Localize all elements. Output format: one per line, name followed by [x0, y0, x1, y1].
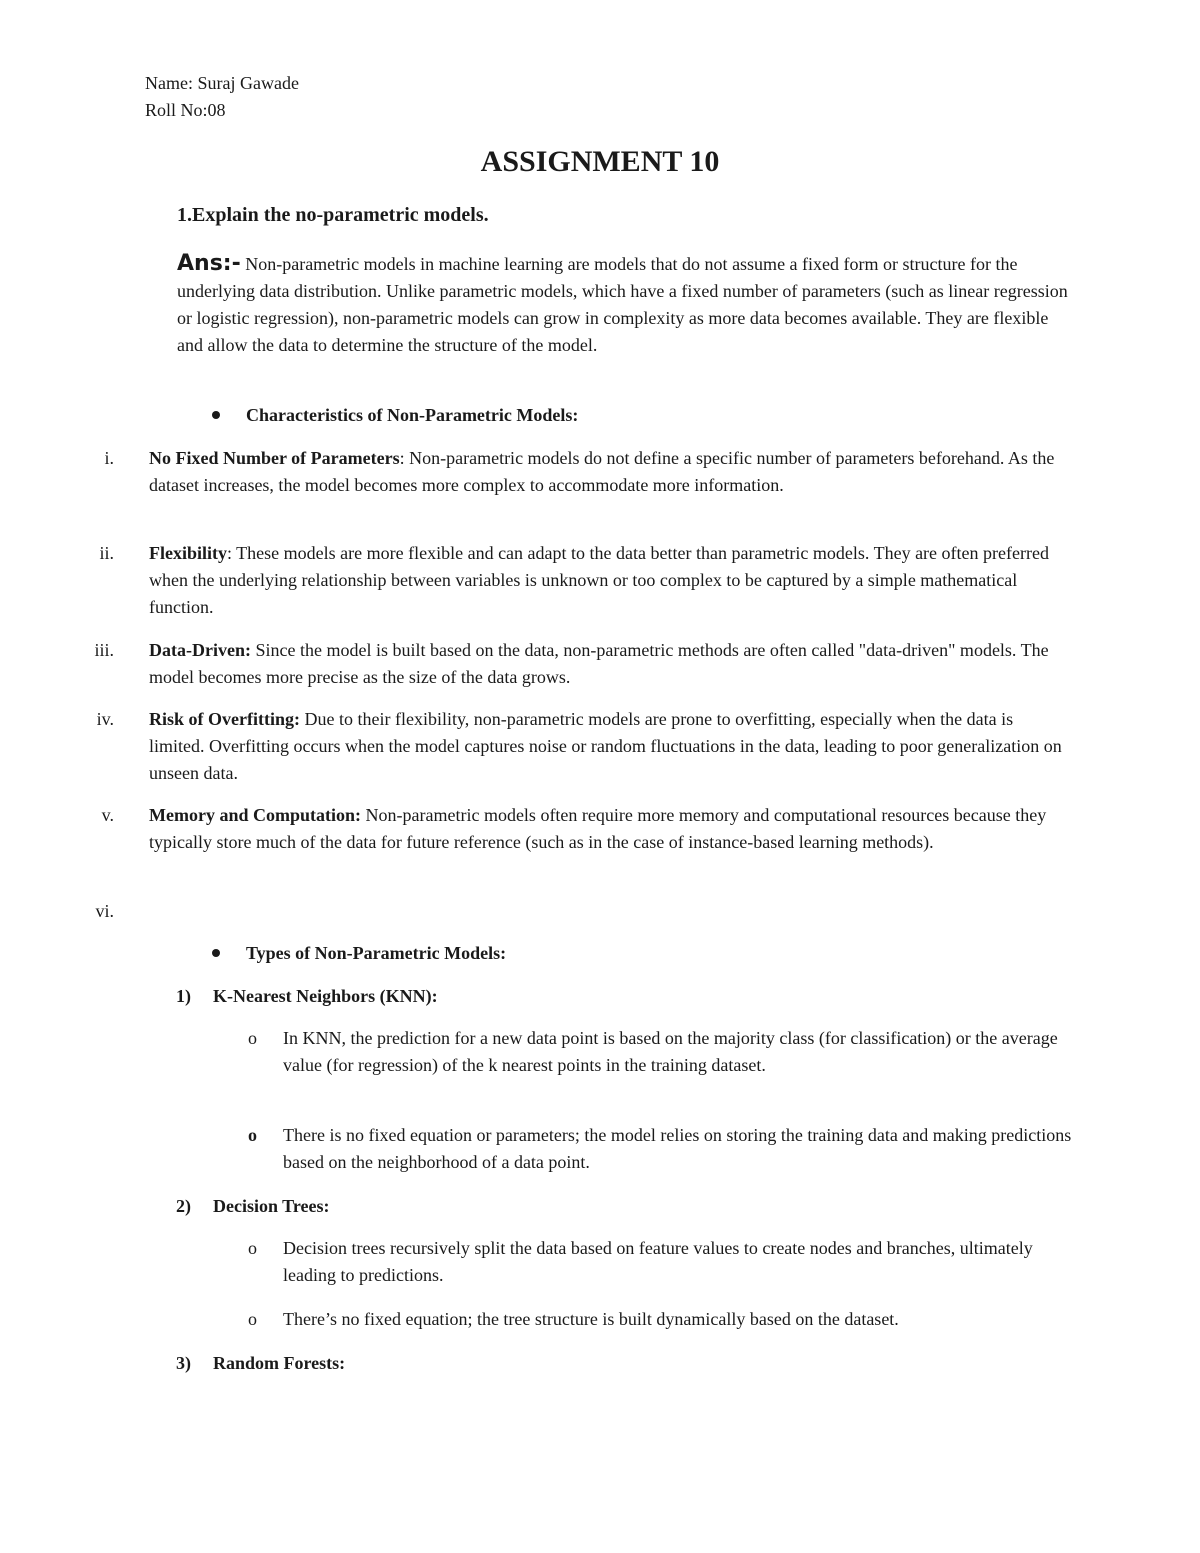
page-title: ASSIGNMENT 10 [480, 145, 720, 178]
list-item-text: Decision trees recursively split the data based on feature values to create nodes and branches, ultimately leading to predictions. [283, 1238, 1033, 1285]
types-heading: Types of Non-Parametric Models: [212, 940, 506, 967]
question-heading: 1.Explain the no-parametric models. [177, 204, 489, 226]
section-heading-knn: 1) K-Nearest Neighbors (KNN): [176, 986, 438, 1006]
list-item-text: There’s no fixed equation; the tree structure is built dynamically based on the dataset. [283, 1309, 899, 1329]
answer-text: Non-parametric models in machine learning are models that do not assume a fixed form or structure for the underlying data distribution. Unlike parametric models, which have a fixed number of parameters (such as linear regression or logistic regression), non-parametric models can grow in complexity as more data becomes available. They are flexible and allow the data to determine the structure of the model. [177, 254, 1068, 355]
list-item-term: Risk of Overfitting: [149, 709, 300, 729]
list-number: iii. [94, 640, 114, 660]
bullet-icon [212, 411, 220, 419]
sub-bullet-icon: o [248, 1028, 257, 1048]
sub-bullet-icon: o [248, 1125, 257, 1145]
list-number: i. [104, 448, 114, 468]
list-item-term: Flexibility [149, 543, 227, 563]
sub-bullet-icon: o [248, 1238, 257, 1258]
list-item-term: Data-Driven: [149, 640, 251, 660]
student-name: Name: Suraj Gawade [145, 73, 299, 93]
characteristics-heading: Characteristics of Non-Parametric Models: [212, 402, 578, 429]
answer-paragraph [177, 250, 1077, 359]
sub-bullet-icon: o [248, 1309, 257, 1329]
list-item-text: Data-Driven: Since the model is built based on the data, non-parametric methods are often called "data-driven" models. The model becomes more precise as the size of the data grows. [149, 640, 1049, 687]
list-item-text: Risk of Overfitting: Due to their flexibility, non-parametric models are prone to overfitting, especially when the data is limited. Overfitting occurs when the model captures noise or random fluctuations in the data, leading to poor generalization on unseen data. [149, 709, 1062, 783]
answer-label: Ans:- [177, 251, 241, 276]
list-number: iv. [96, 709, 114, 729]
list-item-text: In KNN, the prediction for a new data point is based on the majority class (for classification) or the average value (for regression) of the k nearest points in the training dataset. [283, 1028, 1058, 1075]
list-number: ii. [99, 543, 114, 563]
section-heading-decision-trees: 2) Decision Trees: [176, 1196, 330, 1216]
section-heading-random-forests: 3) Random Forests: [176, 1353, 346, 1373]
list-number: v. [101, 805, 114, 825]
list-number: vi. [95, 901, 114, 921]
list-item-term: Memory and Computation: [149, 805, 361, 825]
list-item-text: Flexibility: These models are more flexible and can adapt to the data better than parametric models. They are often preferred when the underlying relationship between variables is unknown or too complex to be captured by a simple mathematical function. [149, 543, 1049, 617]
list-item-text: No Fixed Number of Parameters: Non-parametric models do not define a specific number of parameters beforehand. As the dataset increases, the model becomes more complex to accommodate more information. [149, 448, 1055, 495]
roll-number: Roll No:08 [145, 100, 226, 120]
list-item-text: There is no fixed equation or parameters; the model relies on storing the training data and making predictions based on the neighborhood of a data point. [283, 1125, 1072, 1172]
list-item-term: No Fixed Number of Parameters [149, 448, 400, 468]
bullet-icon [212, 949, 220, 957]
list-item-text: Memory and Computation: Non-parametric models often require more memory and computational resources because they typically store much of the data for future reference (such as in the case of instance-based learning methods). [149, 805, 1047, 852]
